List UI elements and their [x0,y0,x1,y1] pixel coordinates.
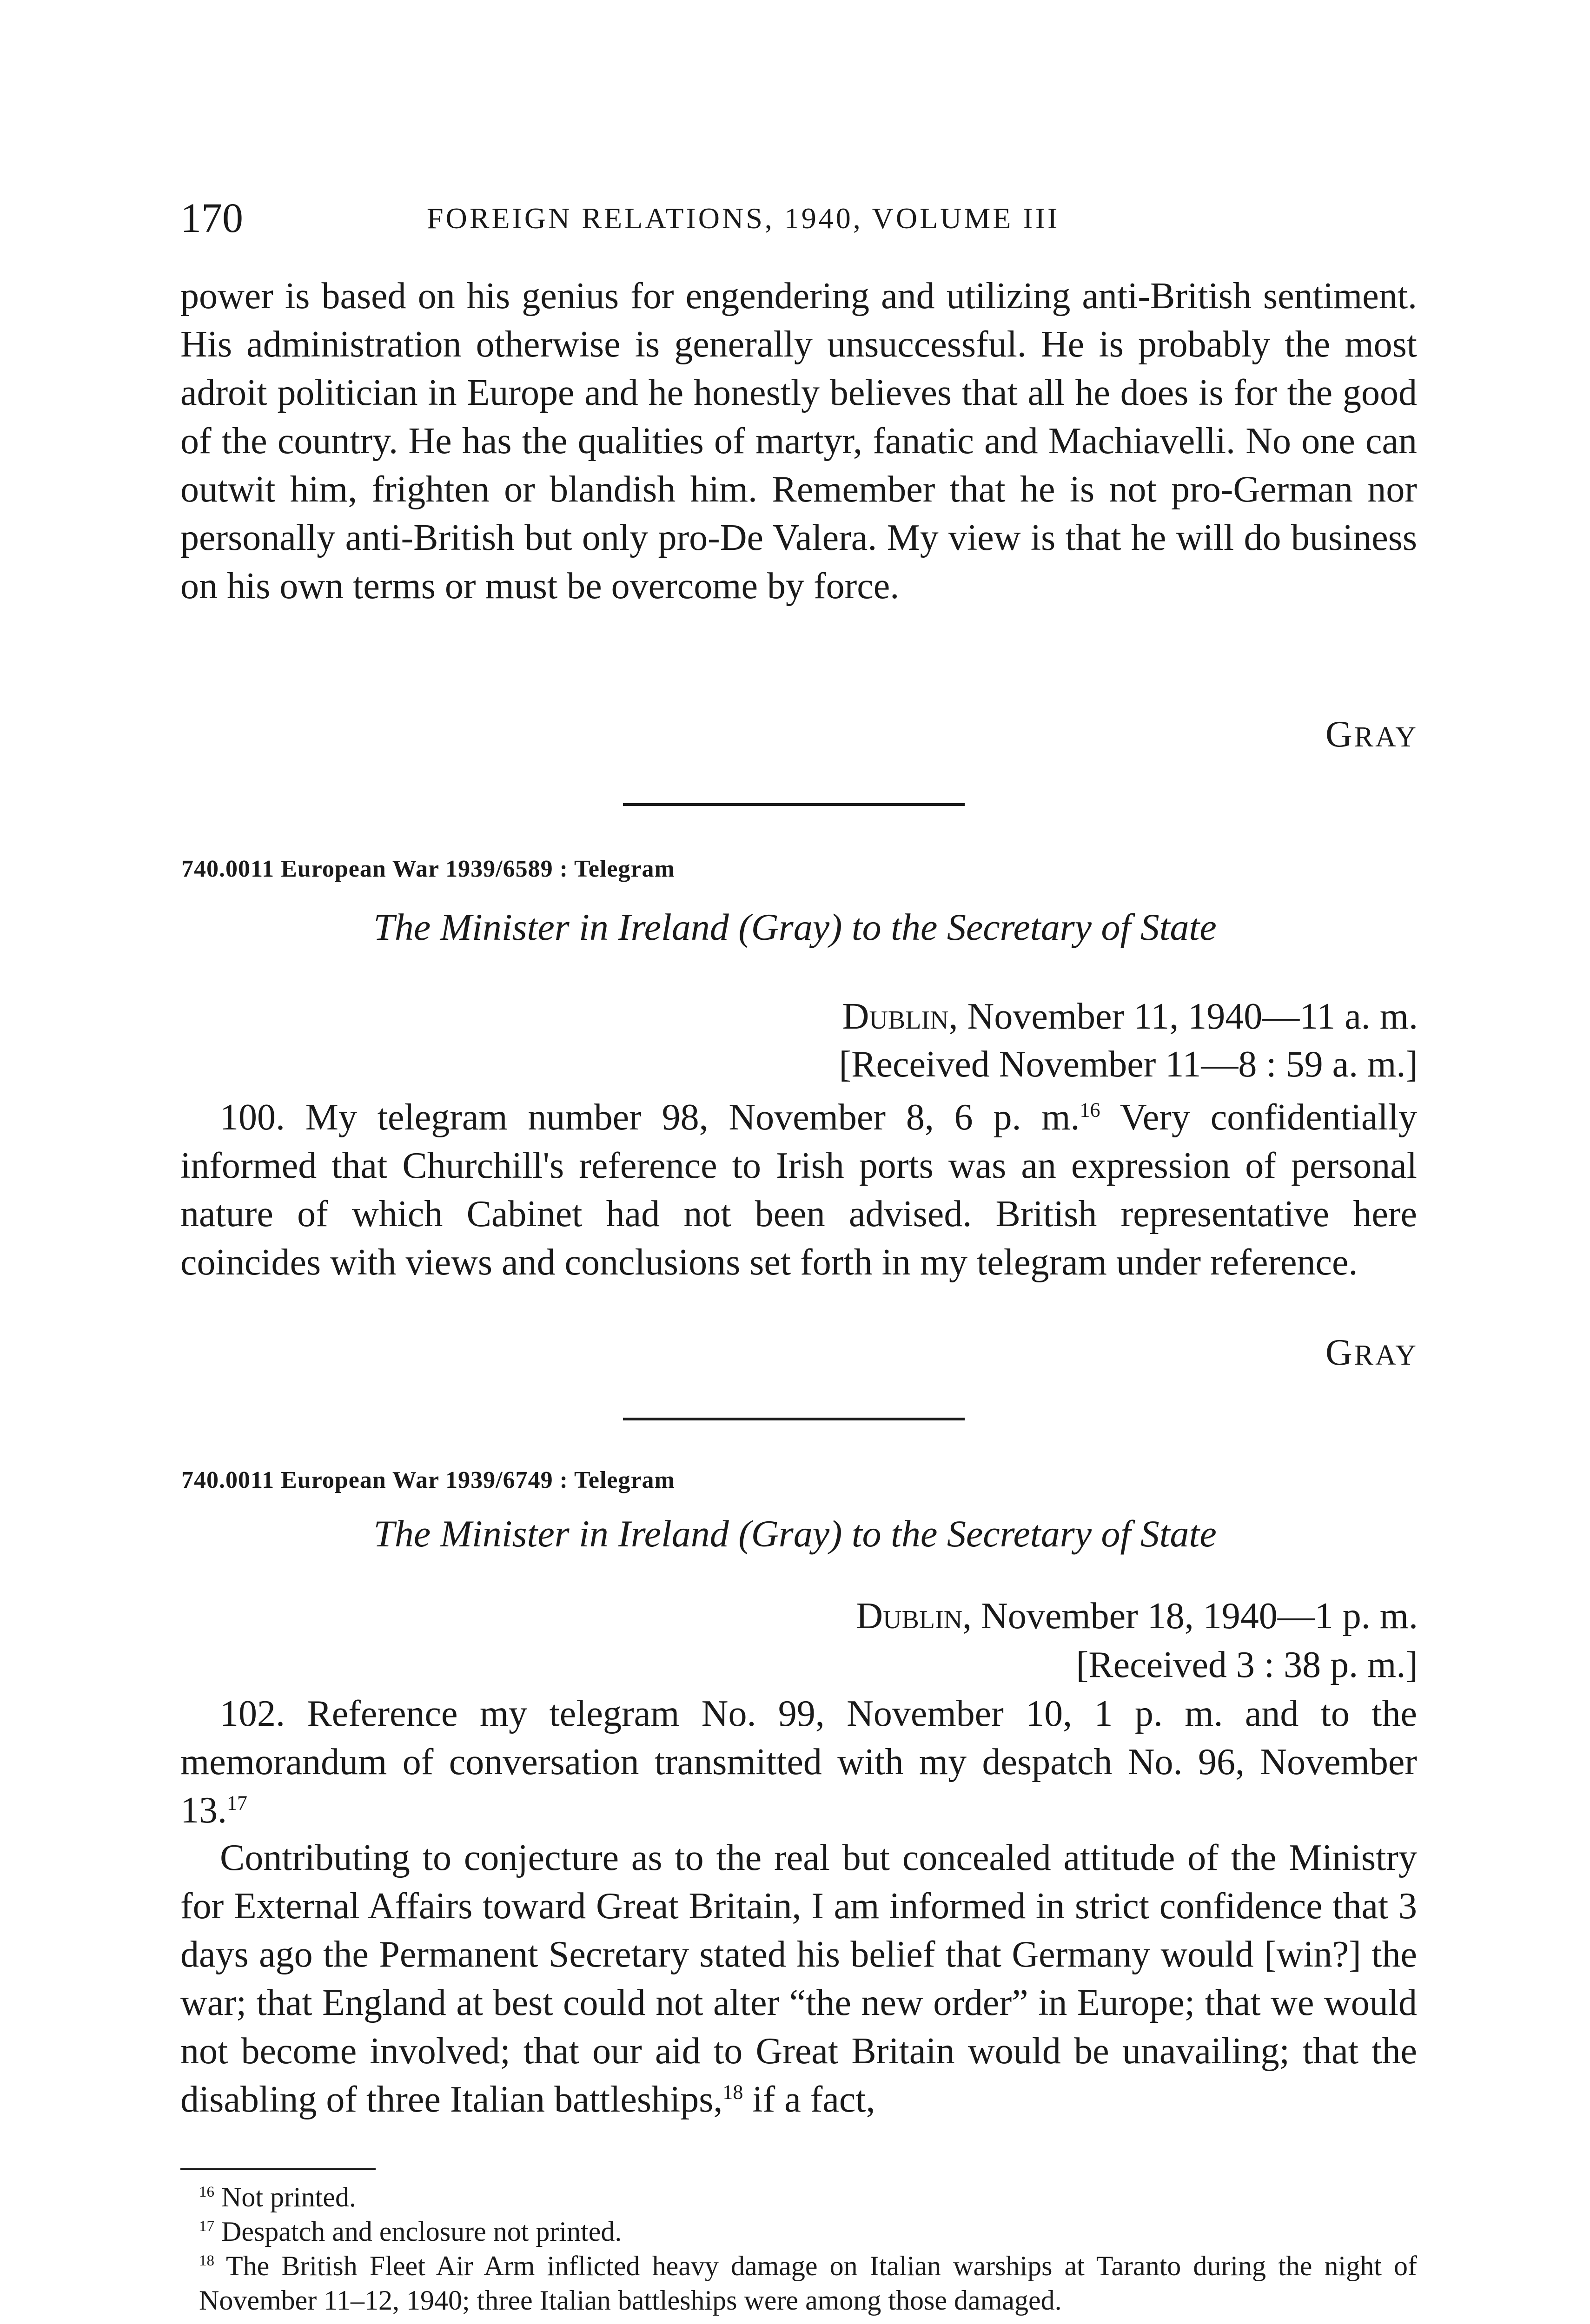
paragraph-text: Contributing to conjecture as to the real but concealed attitude of the Ministry for External Affairs toward Great Britain, I am informed in strict confidence that 3 days ago the Permanent Secretary stated his belief that Germany would [win?] the war; that England at best could not alter “the new order” in Europe; that we would not become involved; that our aid to Great Britain would be unavailing; that the disabling of three Italian battleships, [180,1837,1417,2120]
paragraph-text: 102. Reference my telegram No. 99, November 10, 1 p. m. and to the memorandum of conversation transmitted with my despatch No. 96, November 13. [180,1693,1417,1831]
footnote-text: The British Fleet Air Arm inflicted heavy damage on Italian warships at Taranto during the night of November 11–12, 1940; three Italian battleships were among those damaged. [199,2251,1417,2316]
file-reference: 740.0011 European War 1939/6589 : Telegram [181,856,675,882]
footnote-number: 17 [199,2218,214,2235]
received-note: [Received 3 : 38 p. m.] [1076,1644,1418,1685]
footnote [180,2214,1417,2249]
dateline [842,992,1418,1041]
footnote [180,2180,1417,2214]
footnote-text: Not printed. [221,2182,356,2212]
document-title: The Minister in Ireland (Gray) to the Secretary of State [373,1512,1217,1555]
dateline-date: , November 11, 1940—11 a. m. [948,996,1418,1037]
dateline-place: Dublin [842,996,949,1037]
dateline-place: Dublin [856,1596,963,1637]
page-header [180,191,1417,246]
dateline [856,1592,1418,1640]
telegram-paragraph [180,1834,1417,2124]
telegram-paragraph [180,1093,1417,1287]
signature-gray: GRAY [1325,714,1418,755]
file-reference: 740.0011 European War 1939/6749 : Telegram [181,1467,675,1493]
footnote-marker: 16 [1080,1098,1100,1122]
footnote-marker: 17 [227,1791,247,1815]
page-number: 170 [180,195,243,241]
section-divider [623,1418,965,1420]
paragraph-text: 100. My telegram number 98, November 8, 6 p. m. [220,1097,1080,1138]
telegram-paragraph [180,1690,1417,1835]
footnotes [180,2180,1417,2317]
footnote-text: Despatch and enclosure not printed. [221,2216,622,2247]
footnote-marker: 18 [722,2080,743,2104]
footnote-number: 16 [199,2184,214,2200]
footnote-rule [180,2168,376,2170]
continuation-paragraph: power is based on his genius for engendering and utilizing anti-British sentiment. His administration otherwise is generally unsuccessful. He is probably the most adroit politician in Europe and he honestly believes that all he does is for the good of the country. He has the qualities of martyr, fanatic and Machiavelli. No one can outwit him, frighten or blandish him. Remember that he is not pro-German nor personally anti-British but only pro-De Valera. My view is that he will do business on his own terms or must be overcome by force. [180,276,1417,607]
running-head: FOREIGN RELATIONS, 1940, VOLUME III [427,202,1060,235]
received-note: [Received November 11—8 : 59 a. m.] [839,1044,1418,1085]
paragraph-text: if a fact, [743,2079,875,2120]
footnote [180,2249,1417,2317]
document-title: The Minister in Ireland (Gray) to the Secretary of State [373,906,1217,948]
dateline-date: , November 18, 1940—1 p. m. [962,1596,1418,1637]
signature-gray: GRAY [1325,1332,1418,1373]
footnote-number: 18 [199,2252,214,2269]
section-divider [623,803,965,806]
paragraph-text: Very confidentially informed that Churchill's reference to Irish ports was an expression of personal nature of which Cabinet had not been advised. British representative here coincides with views and conclusions set forth in my telegram under reference. [180,1097,1418,1283]
